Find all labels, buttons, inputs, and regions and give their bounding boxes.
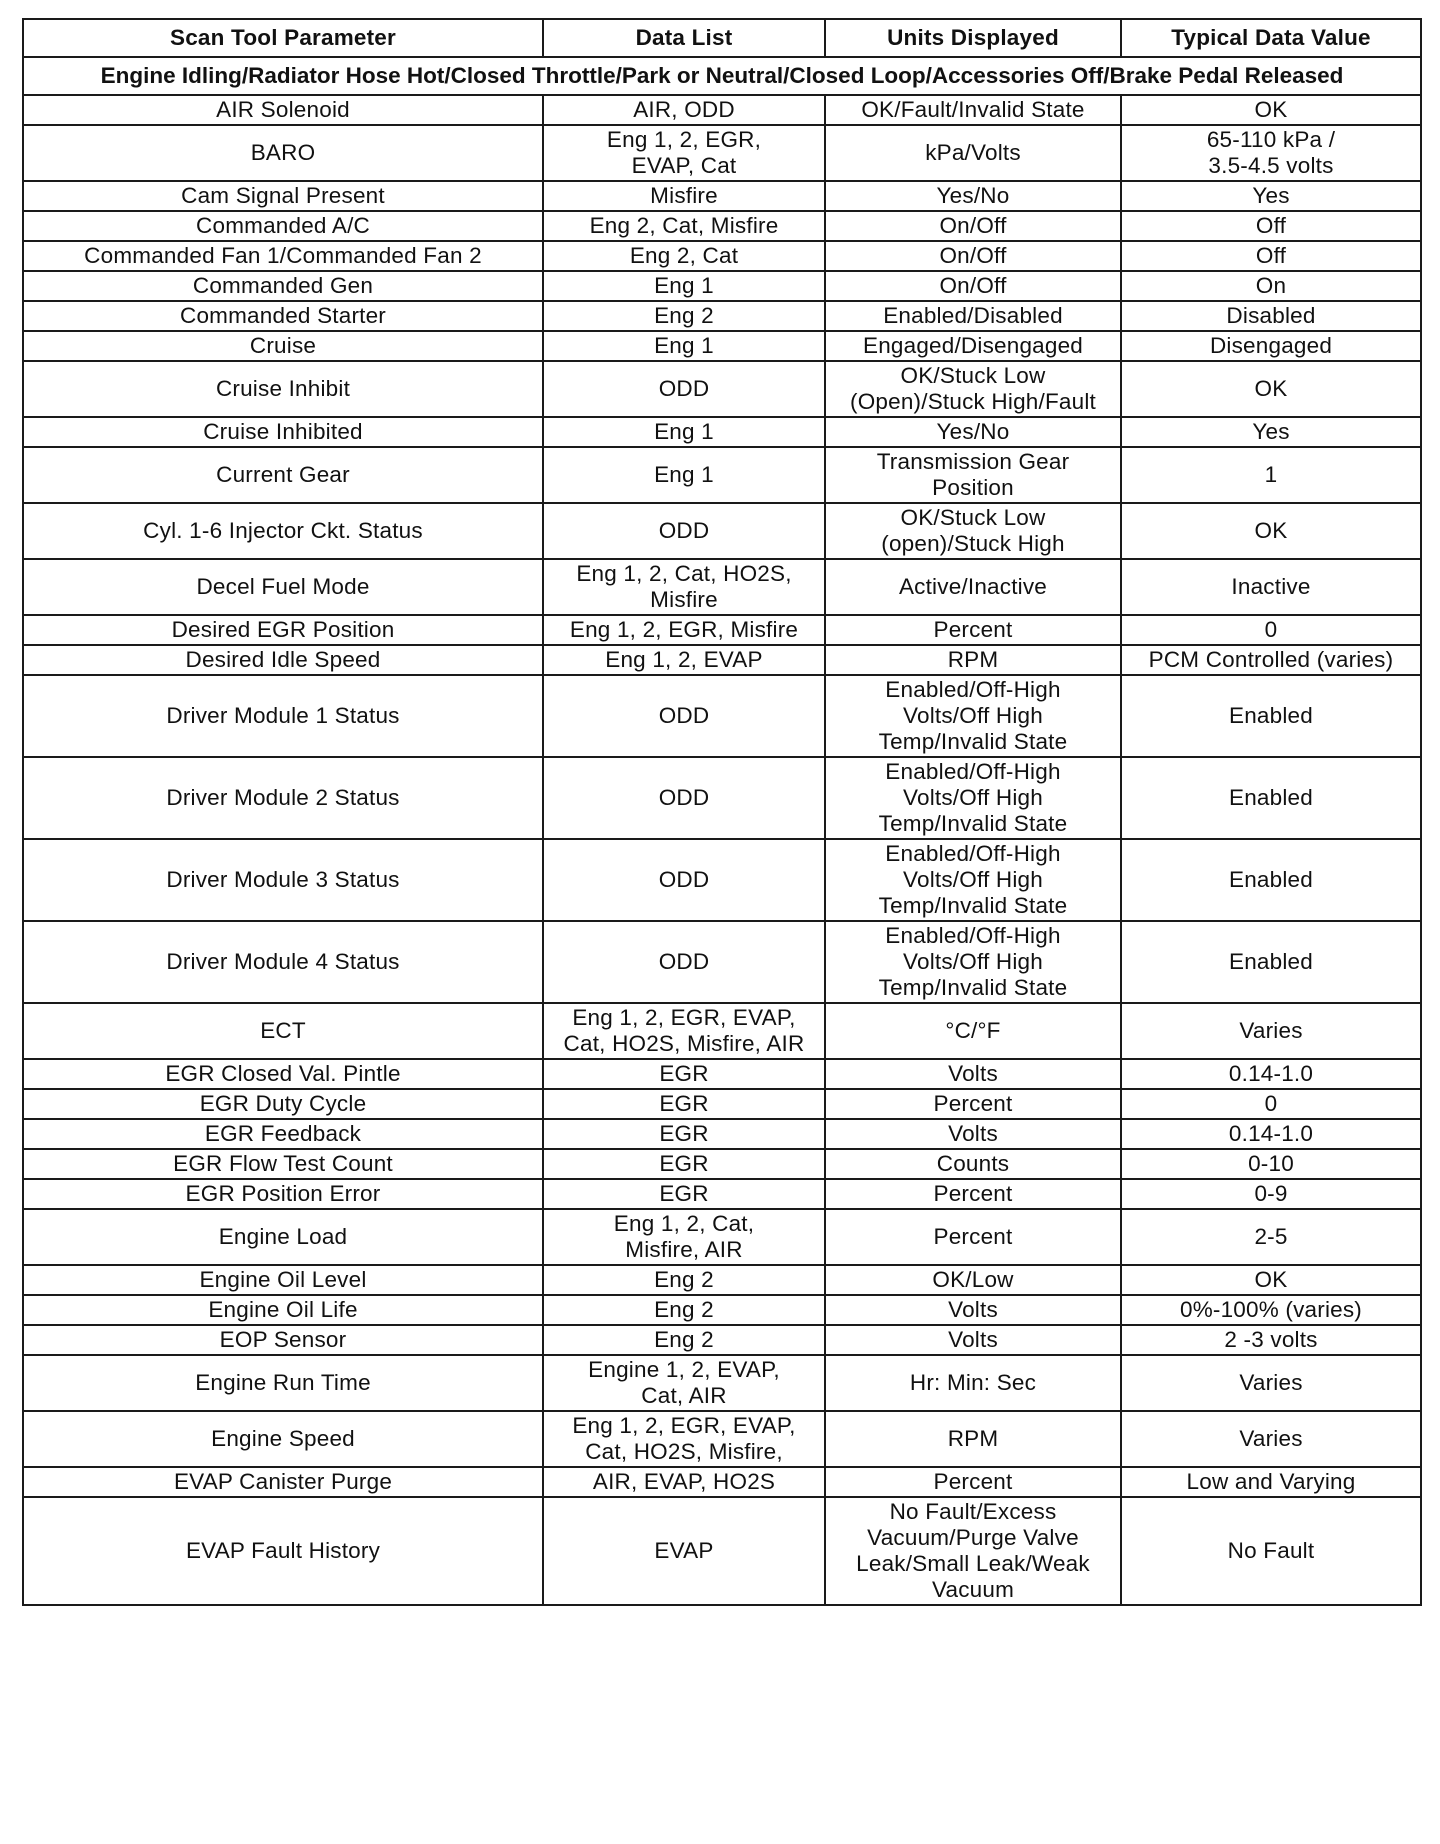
table-row [23,503,1421,559]
cell-data-list: Misfire [543,181,825,211]
cell-data-list: Eng 1 [543,417,825,447]
cell-units: Percent [825,1179,1121,1209]
table-row [23,615,1421,645]
cell-typical-value: 0 [1121,1089,1421,1119]
cell-data-list: Eng 1, 2, EGR, EVAP, Cat, HO2S, Misfire, AIR [543,1003,825,1059]
test-condition: Engine Idling/Radiator Hose Hot/Closed Throttle/Park or Neutral/Closed Loop/Accessories Off/Brake Pedal Released [23,57,1421,95]
cell-units: OK/Fault/Invalid State [825,95,1121,125]
cell-parameter: Cruise [23,331,543,361]
cell-data-list: Eng 1 [543,447,825,503]
cell-parameter: Engine Speed [23,1411,543,1467]
cell-data-list: Eng 2 [543,301,825,331]
cell-parameter: BARO [23,125,543,181]
cell-data-list: EVAP [543,1497,825,1605]
cell-data-list: Eng 2 [543,1265,825,1295]
table-row [23,447,1421,503]
table-row [23,645,1421,675]
cell-typical-value: 2 -3 volts [1121,1325,1421,1355]
cell-typical-value: Yes [1121,417,1421,447]
cell-parameter: ECT [23,1003,543,1059]
cell-parameter: Commanded Starter [23,301,543,331]
table-row [23,1467,1421,1497]
cell-units: On/Off [825,211,1121,241]
cell-units: On/Off [825,271,1121,301]
table-row [23,1149,1421,1179]
table-row [23,1089,1421,1119]
cell-typical-value: 1 [1121,447,1421,503]
cell-units: Percent [825,1089,1121,1119]
cell-parameter: EGR Position Error [23,1179,543,1209]
table-row [23,361,1421,417]
cell-data-list: ODD [543,503,825,559]
cell-data-list: EGR [543,1089,825,1119]
cell-typical-value: 0 [1121,615,1421,645]
cell-typical-value: OK [1121,95,1421,125]
cell-parameter: Desired EGR Position [23,615,543,645]
cell-typical-value: 0.14-1.0 [1121,1119,1421,1149]
cell-typical-value: Off [1121,211,1421,241]
cell-units: Percent [825,615,1121,645]
table-row [23,675,1421,757]
table-row [23,1497,1421,1605]
cell-parameter: Engine Oil Level [23,1265,543,1295]
cell-typical-value: Enabled [1121,757,1421,839]
table-row [23,125,1421,181]
table-row [23,95,1421,125]
cell-data-list: AIR, ODD [543,95,825,125]
table-row [23,1265,1421,1295]
cell-data-list: ODD [543,921,825,1003]
cell-parameter: Cruise Inhibit [23,361,543,417]
cell-units: OK/Stuck Low (Open)/Stuck High/Fault [825,361,1121,417]
cell-typical-value: 65-110 kPa / 3.5-4.5 volts [1121,125,1421,181]
cell-typical-value: Varies [1121,1355,1421,1411]
cell-data-list: ODD [543,675,825,757]
cell-units: OK/Low [825,1265,1121,1295]
cell-units: Percent [825,1467,1121,1497]
cell-units: Volts [825,1119,1121,1149]
cell-typical-value: Yes [1121,181,1421,211]
cell-units: On/Off [825,241,1121,271]
cell-parameter: Commanded Gen [23,271,543,301]
cell-typical-value: Low and Varying [1121,1467,1421,1497]
header-data-list: Data List [543,19,825,57]
cell-parameter: EOP Sensor [23,1325,543,1355]
header-typical-data-value: Typical Data Value [1121,19,1421,57]
cell-data-list: Eng 2, Cat [543,241,825,271]
cell-data-list: ODD [543,757,825,839]
cell-data-list: Eng 2 [543,1295,825,1325]
cell-units: °C/°F [825,1003,1121,1059]
table-row [23,1209,1421,1265]
table-row [23,1059,1421,1089]
cell-data-list: Eng 1 [543,271,825,301]
table-row [23,301,1421,331]
cell-parameter: Engine Oil Life [23,1295,543,1325]
header-units-displayed: Units Displayed [825,19,1121,57]
cell-typical-value: 0.14-1.0 [1121,1059,1421,1089]
cell-units: Enabled/Off-High Volts/Off High Temp/Invalid State [825,675,1121,757]
table-row [23,559,1421,615]
table-row [23,1179,1421,1209]
cell-units: Volts [825,1325,1121,1355]
cell-parameter: EGR Closed Val. Pintle [23,1059,543,1089]
cell-parameter: Cam Signal Present [23,181,543,211]
cell-data-list: Eng 1, 2, EGR, EVAP, Cat [543,125,825,181]
cell-data-list: EGR [543,1149,825,1179]
cell-units: Active/Inactive [825,559,1121,615]
cell-typical-value: 0%-100% (varies) [1121,1295,1421,1325]
cell-units: kPa/Volts [825,125,1121,181]
cell-typical-value: Varies [1121,1411,1421,1467]
cell-parameter: Driver Module 2 Status [23,757,543,839]
table-row [23,1119,1421,1149]
cell-typical-value: Inactive [1121,559,1421,615]
table-row [23,1355,1421,1411]
cell-parameter: Decel Fuel Mode [23,559,543,615]
cell-parameter: Engine Run Time [23,1355,543,1411]
cell-typical-value: OK [1121,361,1421,417]
cell-parameter: EVAP Fault History [23,1497,543,1605]
cell-parameter: Current Gear [23,447,543,503]
cell-parameter: Commanded A/C [23,211,543,241]
cell-data-list: Eng 1, 2, Cat, Misfire, AIR [543,1209,825,1265]
condition-row [23,57,1421,95]
cell-units: Enabled/Off-High Volts/Off High Temp/Invalid State [825,757,1121,839]
cell-parameter: EGR Feedback [23,1119,543,1149]
table-row [23,211,1421,241]
cell-units: Transmission Gear Position [825,447,1121,503]
table-body [23,57,1421,1605]
cell-units: Enabled/Disabled [825,301,1121,331]
cell-data-list: Engine 1, 2, EVAP, Cat, AIR [543,1355,825,1411]
cell-parameter: Cruise Inhibited [23,417,543,447]
cell-parameter: EGR Duty Cycle [23,1089,543,1119]
cell-units: RPM [825,645,1121,675]
cell-units: No Fault/Excess Vacuum/Purge Valve Leak/Small Leak/Weak Vacuum [825,1497,1121,1605]
table-row [23,271,1421,301]
table-row [23,839,1421,921]
cell-units: Enabled/Off-High Volts/Off High Temp/Invalid State [825,921,1121,1003]
header-row [23,19,1421,57]
cell-units: RPM [825,1411,1121,1467]
cell-parameter: EVAP Canister Purge [23,1467,543,1497]
cell-units: Enabled/Off-High Volts/Off High Temp/Invalid State [825,839,1121,921]
table-row [23,241,1421,271]
cell-typical-value: Disabled [1121,301,1421,331]
cell-parameter: Commanded Fan 1/Commanded Fan 2 [23,241,543,271]
cell-typical-value: 2-5 [1121,1209,1421,1265]
cell-typical-value: PCM Controlled (varies) [1121,645,1421,675]
cell-units: Counts [825,1149,1121,1179]
cell-units: Volts [825,1059,1121,1089]
cell-units: Volts [825,1295,1121,1325]
cell-data-list: Eng 2 [543,1325,825,1355]
table-row [23,1325,1421,1355]
cell-data-list: EGR [543,1119,825,1149]
cell-typical-value: On [1121,271,1421,301]
cell-units: OK/Stuck Low (open)/Stuck High [825,503,1121,559]
table-row [23,757,1421,839]
table-row [23,417,1421,447]
table-row [23,1003,1421,1059]
cell-typical-value: No Fault [1121,1497,1421,1605]
cell-data-list: ODD [543,839,825,921]
cell-data-list: EGR [543,1059,825,1089]
cell-typical-value: OK [1121,1265,1421,1295]
cell-data-list: Eng 1 [543,331,825,361]
cell-data-list: Eng 1, 2, EGR, EVAP, Cat, HO2S, Misfire, [543,1411,825,1467]
cell-parameter: Engine Load [23,1209,543,1265]
cell-typical-value: Disengaged [1121,331,1421,361]
cell-parameter: EGR Flow Test Count [23,1149,543,1179]
table-row [23,331,1421,361]
cell-typical-value: 0-9 [1121,1179,1421,1209]
cell-parameter: Driver Module 3 Status [23,839,543,921]
cell-data-list: Eng 1, 2, EVAP [543,645,825,675]
cell-data-list: Eng 2, Cat, Misfire [543,211,825,241]
cell-parameter: Cyl. 1-6 Injector Ckt. Status [23,503,543,559]
table-row [23,921,1421,1003]
table-row [23,1411,1421,1467]
cell-typical-value: Varies [1121,1003,1421,1059]
cell-units: Yes/No [825,417,1121,447]
cell-units: Yes/No [825,181,1121,211]
table-header [23,19,1421,57]
cell-data-list: AIR, EVAP, HO2S [543,1467,825,1497]
cell-data-list: EGR [543,1179,825,1209]
header-scan-tool-parameter: Scan Tool Parameter [23,19,543,57]
cell-data-list: Eng 1, 2, EGR, Misfire [543,615,825,645]
scan-tool-data-table [22,18,1422,1606]
table-row [23,181,1421,211]
cell-parameter: AIR Solenoid [23,95,543,125]
cell-typical-value: Enabled [1121,675,1421,757]
cell-units: Percent [825,1209,1121,1265]
table-row [23,1295,1421,1325]
cell-data-list: Eng 1, 2, Cat, HO2S, Misfire [543,559,825,615]
cell-units: Hr: Min: Sec [825,1355,1121,1411]
cell-typical-value: 0-10 [1121,1149,1421,1179]
cell-typical-value: Enabled [1121,921,1421,1003]
cell-data-list: ODD [543,361,825,417]
cell-typical-value: Enabled [1121,839,1421,921]
cell-parameter: Driver Module 1 Status [23,675,543,757]
cell-parameter: Desired Idle Speed [23,645,543,675]
cell-units: Engaged/Disengaged [825,331,1121,361]
cell-parameter: Driver Module 4 Status [23,921,543,1003]
cell-typical-value: OK [1121,503,1421,559]
cell-typical-value: Off [1121,241,1421,271]
